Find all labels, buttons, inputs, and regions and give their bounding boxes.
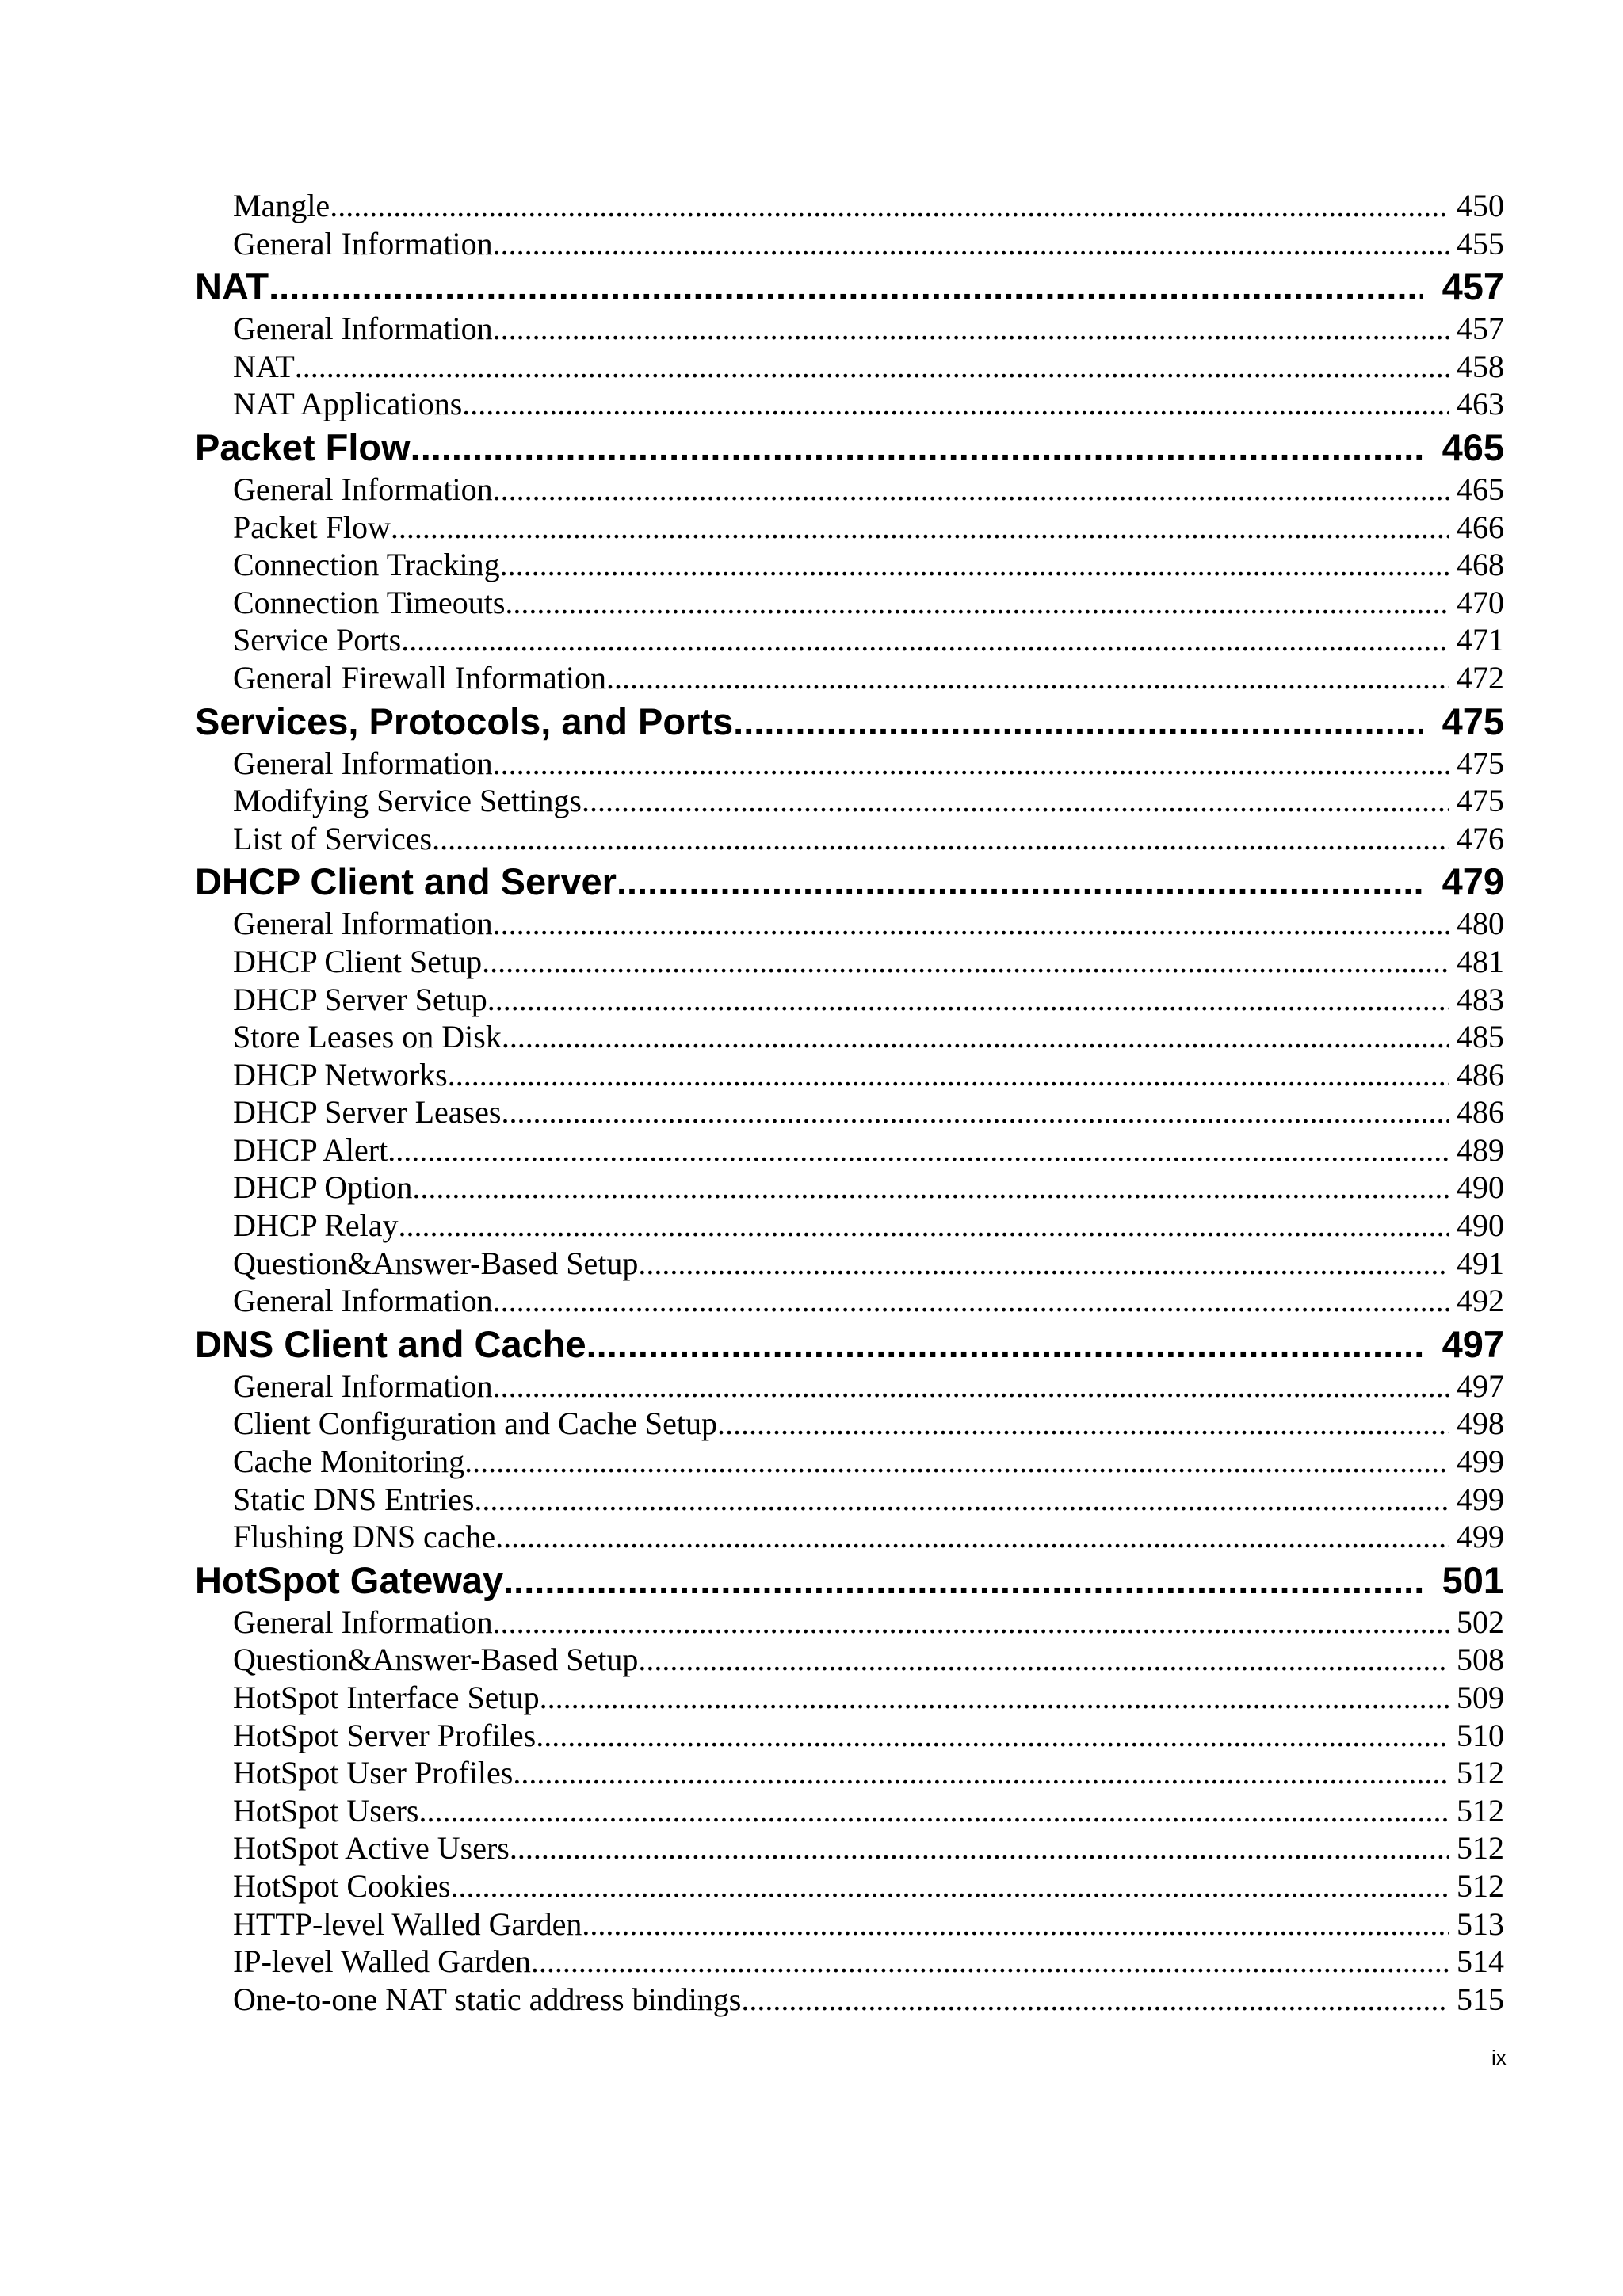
toc-entry[interactable] bbox=[195, 1792, 1504, 1830]
toc-entry-page: 514 bbox=[1449, 1943, 1504, 1981]
toc-entry-title: Connection Tracking bbox=[233, 547, 500, 583]
toc-entry-page: 475 bbox=[1449, 782, 1504, 820]
toc-entry[interactable] bbox=[195, 187, 1504, 225]
toc-entry-page: 463 bbox=[1449, 385, 1504, 423]
toc-entry-title: Flushing DNS cache bbox=[233, 1519, 496, 1555]
leader-dots bbox=[582, 1905, 1449, 1943]
leader-dots bbox=[741, 1981, 1449, 2019]
leader-dots bbox=[638, 1245, 1449, 1283]
toc-entry-page: 492 bbox=[1449, 1282, 1504, 1320]
toc-entry-page: 480 bbox=[1449, 905, 1504, 943]
leader-dots bbox=[501, 1093, 1449, 1131]
toc-section-heading[interactable] bbox=[195, 265, 1504, 308]
toc-section-heading[interactable] bbox=[195, 1323, 1504, 1366]
leader-dots bbox=[503, 1559, 1423, 1602]
toc-entry-title: Mangle bbox=[233, 188, 330, 223]
leader-dots bbox=[513, 1754, 1449, 1792]
leader-dots bbox=[295, 348, 1449, 386]
leader-dots bbox=[536, 1717, 1449, 1755]
toc-section-heading[interactable] bbox=[195, 860, 1504, 903]
leader-dots bbox=[493, 905, 1449, 943]
toc-entry[interactable] bbox=[195, 546, 1504, 584]
toc-entry-page: 483 bbox=[1449, 981, 1504, 1019]
leader-dots bbox=[474, 1481, 1449, 1519]
toc-entry[interactable] bbox=[195, 1282, 1504, 1320]
leader-dots bbox=[582, 782, 1449, 820]
toc-entry-page: 508 bbox=[1449, 1641, 1504, 1679]
toc-entry[interactable] bbox=[195, 1518, 1504, 1556]
toc-section-title: Packet Flow bbox=[195, 425, 411, 468]
toc-entry[interactable] bbox=[195, 1093, 1504, 1131]
toc-section-page: 501 bbox=[1423, 1559, 1504, 1602]
toc-entry-page: 470 bbox=[1449, 584, 1504, 622]
toc-entry-title: DHCP Option bbox=[233, 1169, 413, 1206]
toc-entry-title: List of Services bbox=[233, 820, 433, 856]
toc-entry-page: 512 bbox=[1449, 1754, 1504, 1792]
toc-entry-title: IP-level Walled Garden bbox=[233, 1943, 531, 1980]
toc-entry-title: Store Leases on Disk bbox=[233, 1019, 502, 1055]
toc-entry[interactable] bbox=[195, 1481, 1504, 1519]
toc-section-heading[interactable] bbox=[195, 1559, 1504, 1602]
toc-entry-title: General Information bbox=[233, 311, 493, 347]
leader-dots bbox=[500, 546, 1449, 584]
leader-dots bbox=[638, 1641, 1449, 1679]
page-number: ix bbox=[1491, 2046, 1507, 2069]
toc-entry-title: DHCP Networks bbox=[233, 1056, 448, 1093]
toc-section-heading[interactable] bbox=[195, 700, 1504, 743]
toc-entry[interactable] bbox=[195, 1641, 1504, 1679]
leader-dots bbox=[617, 860, 1423, 903]
toc-entry-title: DHCP Server Setup bbox=[233, 981, 487, 1017]
toc-entry-page: 499 bbox=[1449, 1481, 1504, 1519]
toc-entry-title: DHCP Alert bbox=[233, 1131, 388, 1168]
leader-dots bbox=[505, 584, 1449, 622]
leader-dots bbox=[399, 1207, 1449, 1245]
toc-entry[interactable] bbox=[195, 1018, 1504, 1056]
toc-entry[interactable] bbox=[195, 659, 1504, 697]
toc-entry[interactable] bbox=[195, 1405, 1504, 1443]
toc-entry-page: 502 bbox=[1449, 1604, 1504, 1642]
toc-entry-title: HotSpot Server Profiles bbox=[233, 1717, 537, 1753]
leader-dots bbox=[412, 1169, 1449, 1207]
leader-dots bbox=[462, 385, 1449, 423]
leader-dots bbox=[487, 981, 1449, 1019]
toc-entry-title: General Information bbox=[233, 745, 493, 781]
leader-dots bbox=[493, 1367, 1449, 1405]
toc-entry-page: 465 bbox=[1449, 471, 1504, 509]
toc-entry-title: Question&Answer-Based Setup bbox=[233, 1245, 639, 1281]
leader-dots bbox=[495, 1518, 1449, 1556]
toc-entry-page: 490 bbox=[1449, 1169, 1504, 1207]
leader-dots bbox=[540, 1679, 1449, 1717]
table-of-contents bbox=[195, 187, 1504, 2018]
leader-dots bbox=[418, 1792, 1449, 1830]
toc-entry[interactable] bbox=[195, 385, 1504, 423]
toc-entry[interactable] bbox=[195, 584, 1504, 622]
toc-entry-title: Modifying Service Settings bbox=[233, 783, 582, 819]
toc-entry-title: Question&Answer-Based Setup bbox=[233, 1642, 639, 1678]
toc-entry-title: HotSpot Users bbox=[233, 1792, 419, 1829]
toc-entry-title: NAT Applications bbox=[233, 386, 463, 422]
leader-dots bbox=[493, 310, 1449, 348]
toc-section-page: 465 bbox=[1423, 426, 1504, 469]
leader-dots bbox=[493, 1604, 1449, 1642]
toc-entry-title: Packet Flow bbox=[233, 509, 391, 545]
toc-entry-page: 490 bbox=[1449, 1207, 1504, 1245]
toc-entry-title: Client Configuration and Cache Setup bbox=[233, 1405, 717, 1442]
toc-entry-page: 491 bbox=[1449, 1245, 1504, 1283]
toc-entry[interactable] bbox=[195, 348, 1504, 386]
toc-section-title: NAT bbox=[195, 265, 269, 308]
toc-entry-page: 515 bbox=[1449, 1981, 1504, 2019]
toc-entry-page: 509 bbox=[1449, 1679, 1504, 1717]
toc-entry[interactable] bbox=[195, 225, 1504, 263]
toc-entry-page: 475 bbox=[1449, 745, 1504, 783]
leader-dots bbox=[448, 1056, 1449, 1094]
toc-entry-page: 485 bbox=[1449, 1018, 1504, 1056]
toc-entry[interactable] bbox=[195, 1867, 1504, 1905]
leader-dots bbox=[269, 265, 1423, 308]
toc-entry[interactable] bbox=[195, 1131, 1504, 1169]
toc-entry[interactable] bbox=[195, 1367, 1504, 1405]
toc-entry-title: HotSpot Interface Setup bbox=[233, 1680, 540, 1715]
leader-dots bbox=[606, 659, 1449, 697]
toc-entry[interactable] bbox=[195, 905, 1504, 943]
toc-section-title: HotSpot Gateway bbox=[195, 1558, 504, 1601]
toc-entry-page: 499 bbox=[1449, 1518, 1504, 1556]
leader-dots bbox=[482, 943, 1449, 981]
toc-entry[interactable] bbox=[195, 943, 1504, 981]
toc-entry-title: One-to-one NAT static address bindings bbox=[233, 1981, 742, 2017]
toc-entry-title: General Information bbox=[233, 471, 493, 507]
toc-entry[interactable] bbox=[195, 310, 1504, 348]
leader-dots bbox=[411, 426, 1423, 469]
toc-section-heading[interactable] bbox=[195, 426, 1504, 469]
toc-entry-title: HotSpot Active Users bbox=[233, 1830, 510, 1867]
toc-entry-title: General Information bbox=[233, 906, 493, 942]
toc-section-title: Services, Protocols, and Ports bbox=[195, 700, 734, 742]
leader-dots bbox=[493, 1282, 1449, 1320]
toc-entry[interactable] bbox=[195, 1245, 1504, 1283]
toc-entry[interactable] bbox=[195, 1981, 1504, 2019]
leader-dots bbox=[432, 820, 1449, 858]
toc-entry[interactable] bbox=[195, 1604, 1504, 1642]
leader-dots bbox=[450, 1867, 1449, 1905]
toc-entry-page: 497 bbox=[1449, 1367, 1504, 1405]
toc-entry-title: DHCP Client Setup bbox=[233, 943, 483, 979]
toc-entry[interactable] bbox=[195, 1169, 1504, 1207]
toc-entry-page: 486 bbox=[1449, 1056, 1504, 1094]
leader-dots bbox=[391, 509, 1449, 547]
toc-entry[interactable] bbox=[195, 981, 1504, 1019]
toc-entry[interactable] bbox=[195, 1943, 1504, 1981]
toc-entry-page: 450 bbox=[1449, 187, 1504, 225]
toc-entry[interactable] bbox=[195, 1754, 1504, 1792]
toc-entry-page: 476 bbox=[1449, 820, 1504, 858]
toc-entry-page: 481 bbox=[1449, 943, 1504, 981]
toc-entry-title: Connection Timeouts bbox=[233, 584, 506, 620]
toc-entry[interactable] bbox=[195, 820, 1504, 858]
toc-entry-title: HTTP-level Walled Garden bbox=[233, 1905, 582, 1942]
toc-entry-title: DHCP Relay bbox=[233, 1207, 399, 1244]
leader-dots bbox=[717, 1405, 1449, 1443]
leader-dots bbox=[586, 1323, 1423, 1366]
toc-entry-title: HotSpot Cookies bbox=[233, 1867, 451, 1904]
leader-dots bbox=[464, 1443, 1449, 1481]
toc-entry-page: 455 bbox=[1449, 225, 1504, 263]
toc-entry-page: 489 bbox=[1449, 1131, 1504, 1169]
toc-entry-title: General Information bbox=[233, 1604, 493, 1640]
toc-entry-page: 466 bbox=[1449, 509, 1504, 547]
toc-entry[interactable] bbox=[195, 782, 1504, 820]
leader-dots bbox=[493, 745, 1449, 783]
toc-entry-page: 512 bbox=[1449, 1829, 1504, 1867]
toc-entry-page: 486 bbox=[1449, 1093, 1504, 1131]
leader-dots bbox=[531, 1943, 1449, 1981]
toc-entry-page: 499 bbox=[1449, 1443, 1504, 1481]
toc-section-page: 475 bbox=[1423, 700, 1504, 743]
toc-entry-page: 513 bbox=[1449, 1905, 1504, 1943]
leader-dots bbox=[733, 700, 1423, 743]
toc-entry-title: HotSpot User Profiles bbox=[233, 1755, 514, 1791]
toc-entry-page: 471 bbox=[1449, 621, 1504, 659]
leader-dots bbox=[330, 187, 1449, 225]
toc-entry-page: 468 bbox=[1449, 546, 1504, 584]
toc-section-title: DNS Client and Cache bbox=[195, 1322, 586, 1365]
toc-entry-page: 472 bbox=[1449, 659, 1504, 697]
toc-entry-page: 458 bbox=[1449, 348, 1504, 386]
toc-entry[interactable] bbox=[195, 745, 1504, 783]
toc-entry[interactable] bbox=[195, 471, 1504, 509]
leader-dots bbox=[510, 1829, 1449, 1867]
toc-entry[interactable] bbox=[195, 621, 1504, 659]
toc-entry-title: NAT bbox=[233, 348, 295, 384]
toc-section-page: 497 bbox=[1423, 1323, 1504, 1366]
toc-entry-title: DHCP Server Leases bbox=[233, 1094, 502, 1131]
toc-entry[interactable] bbox=[195, 1056, 1504, 1094]
leader-dots bbox=[502, 1018, 1449, 1056]
toc-section-title: DHCP Client and Server bbox=[195, 860, 617, 903]
toc-entry-title: General Information bbox=[233, 1283, 493, 1319]
toc-entry-title: Static DNS Entries bbox=[233, 1481, 475, 1517]
toc-section-page: 479 bbox=[1423, 860, 1504, 903]
toc-entry[interactable] bbox=[195, 1829, 1504, 1867]
toc-entry-page: 510 bbox=[1449, 1717, 1504, 1755]
toc-entry-title: Cache Monitoring bbox=[233, 1444, 465, 1480]
toc-entry-page: 498 bbox=[1449, 1405, 1504, 1443]
toc-entry-page: 512 bbox=[1449, 1867, 1504, 1905]
leader-dots bbox=[493, 225, 1449, 263]
toc-entry[interactable] bbox=[195, 1443, 1504, 1481]
toc-section-page: 457 bbox=[1423, 265, 1504, 308]
toc-entry-page: 512 bbox=[1449, 1792, 1504, 1830]
toc-entry-title: General Information bbox=[233, 1367, 493, 1404]
toc-entry-title: General Firewall Information bbox=[233, 659, 606, 696]
toc-entry-title: Service Ports bbox=[233, 622, 402, 658]
toc-entry[interactable] bbox=[195, 1207, 1504, 1245]
toc-entry-title: General Information bbox=[233, 225, 493, 261]
leader-dots bbox=[388, 1131, 1449, 1169]
toc-entry[interactable] bbox=[195, 1717, 1504, 1755]
leader-dots bbox=[493, 471, 1449, 509]
toc-entry-page: 457 bbox=[1449, 310, 1504, 348]
toc-entry[interactable] bbox=[195, 1905, 1504, 1943]
toc-entry[interactable] bbox=[195, 509, 1504, 547]
toc-entry[interactable] bbox=[195, 1679, 1504, 1717]
leader-dots bbox=[401, 621, 1449, 659]
